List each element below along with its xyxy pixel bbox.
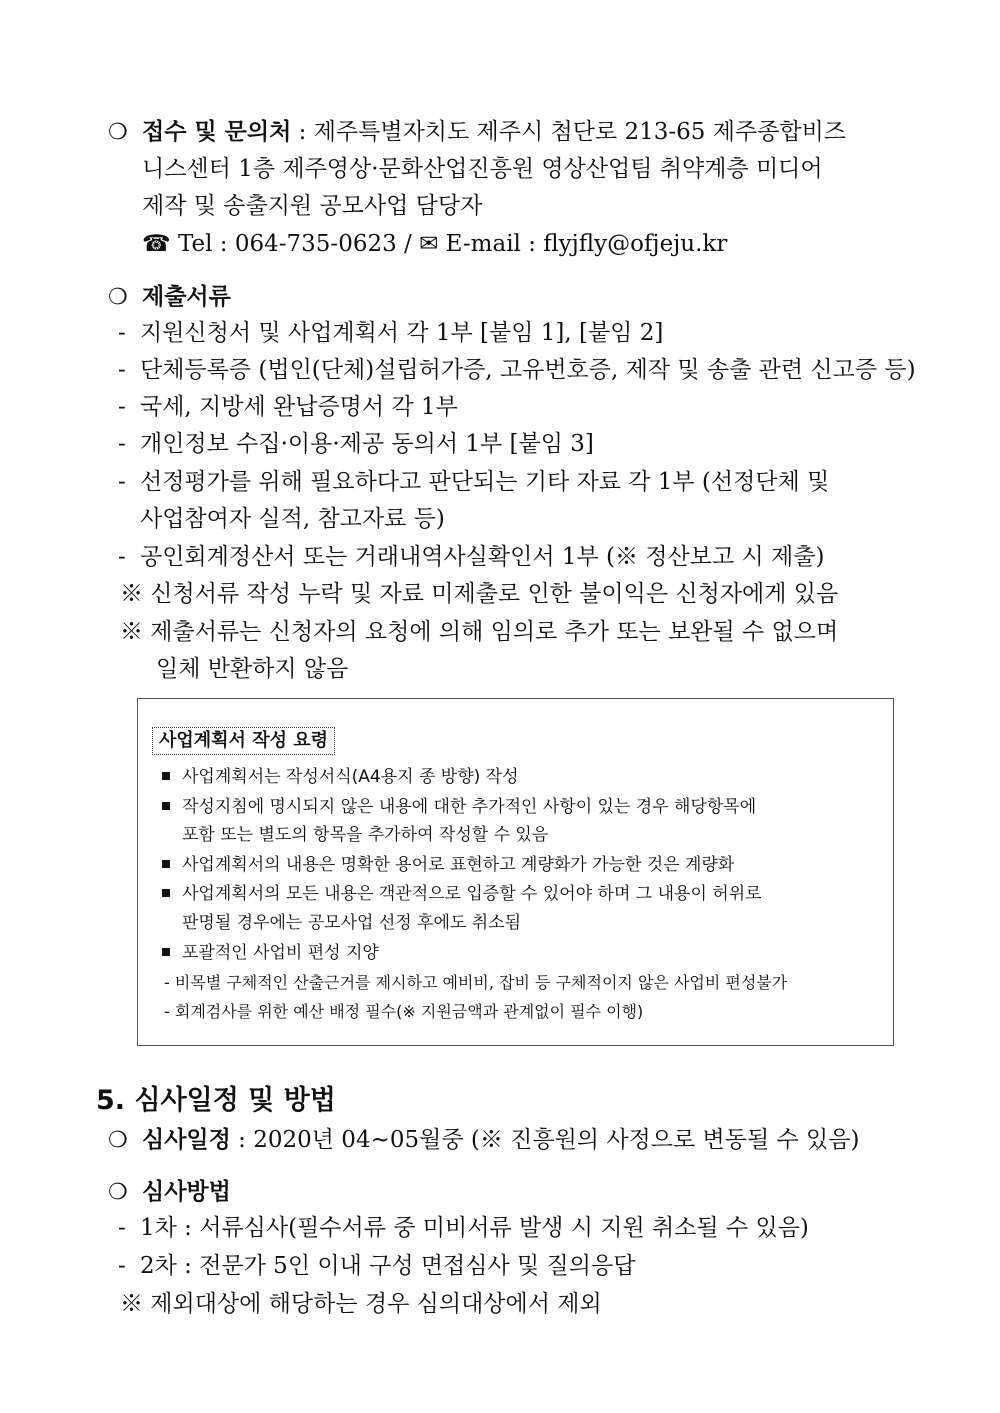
method-heading <box>108 1177 231 1208</box>
plan-guideline-item: 작성지침에 명시되지 않은 내용에 대한 추가적인 사항이 있는 경우 해당항목에 <box>162 795 756 819</box>
contact-heading-line <box>108 117 846 148</box>
method-item: - 2차 : 전문가 5인 이내 구성 면접심사 및 질의응답 <box>118 1253 636 1279</box>
dash-icon: - <box>118 1215 126 1241</box>
dash-icon: - <box>118 320 126 346</box>
method-item: - 1차 : 서류심사(필수서류 중 미비서류 발생 시 지원 취소될 수 있음) <box>118 1215 809 1241</box>
schedule-text: : 2020년 04~05월중 (※ 진흥원의 사정으로 변동될 수 있음) <box>230 1127 860 1153</box>
schedule-label: 심사일정 <box>142 1127 231 1153</box>
document-item: - 국세, 지방세 완납증명서 각 1부 <box>118 394 458 420</box>
circle-bullet-icon: ❍ <box>108 1180 128 1205</box>
schedule-line <box>108 1125 859 1156</box>
dash-icon: - <box>118 544 126 570</box>
contact-line2: 니스센터 1층 제주영상·문화산업진흥원 영상산업팀 취약계층 미디어 <box>142 156 823 182</box>
documents-note: ※ 제출서류는 신청자의 요청에 의해 임의로 추가 또는 보완될 수 없으며 <box>120 619 839 645</box>
document-item: - 지원신청서 및 사업계획서 각 1부 [붙임 1], [붙임 2] <box>118 320 664 346</box>
plan-guideline-item: 사업계획서는 작성서식(A4용지 종 방향) 작성 <box>162 765 519 789</box>
circle-bullet-icon: ❍ <box>108 120 128 145</box>
contact-tel-email: ☎ Tel : 064-735-0623 / ✉ E-mail : flyjfly@ofjeju.kr <box>142 231 728 257</box>
square-bullet-icon <box>162 802 170 810</box>
square-bullet-icon <box>162 772 170 780</box>
document-item: - 단체등록증 (법인(단체)설립허가증, 고유번호증, 제작 및 송출 관련 신고증 등) <box>118 357 916 383</box>
plan-guidelines-box <box>137 698 894 1046</box>
dash-icon: - <box>118 394 126 420</box>
plan-guideline-item: 포괄적인 사업비 편성 지양 <box>162 941 379 965</box>
plan-guideline-item: 사업계획서의 내용은 명확한 용어로 표현하고 계량화가 가능한 것은 계량화 <box>162 853 734 877</box>
method-note: ※ 제외대상에 해당하는 경우 심의대상에서 제외 <box>120 1291 602 1317</box>
plan-box-title: 사업계획서 작성 요령 <box>152 727 335 755</box>
dash-icon: - <box>118 357 126 383</box>
dash-icon: - <box>118 469 126 495</box>
circle-bullet-icon: ❍ <box>108 285 128 310</box>
method-label: 심사방법 <box>142 1179 231 1205</box>
document-item: - 선정평가를 위해 필요하다고 판단되는 기타 자료 각 1부 (선정단체 및 <box>118 469 830 495</box>
document-item: - 공인회계정산서 또는 거래내역사실확인서 1부 (※ 정산보고 시 제출) <box>118 544 825 570</box>
plan-guideline-item: 사업계획서의 모든 내용은 객관적으로 입증할 수 있어야 하며 그 내용이 허위로 <box>162 882 762 906</box>
contact-line1: : 제주특별자치도 제주시 첨단로 213-65 제주종합비즈 <box>291 119 847 145</box>
plan-guideline-subitem: - 비목별 구체적인 산출근거를 제시하고 예비비, 잡비 등 구체적이지 않은 사업비 편성불가 <box>164 973 788 992</box>
dash-icon: - <box>118 431 126 457</box>
square-bullet-icon <box>162 889 170 897</box>
square-bullet-icon <box>162 948 170 956</box>
document-item: - 개인정보 수집·이용·제공 동의서 1부 [붙임 3] <box>118 431 594 457</box>
documents-note: ※ 신청서류 작성 누락 및 자료 미제출로 인한 불이익은 신청자에게 있음 <box>120 581 839 607</box>
dash-icon: - <box>118 1253 126 1279</box>
circle-bullet-icon: ❍ <box>108 1128 128 1153</box>
documents-heading <box>108 282 231 313</box>
section-5-title: 5. 심사일정 및 방법 <box>96 1085 336 1116</box>
plan-guideline-item-continued: 판명될 경우에는 공모사업 선정 후에도 취소됨 <box>182 913 522 933</box>
plan-guideline-subitem: - 회계검사를 위한 예산 배정 필수(※ 지원금액과 관계없이 필수 이행) <box>164 1002 644 1021</box>
contact-label: 접수 및 문의처 <box>142 119 292 145</box>
square-bullet-icon <box>162 860 170 868</box>
document-item-continued: 사업참여자 실적, 참고자료 등) <box>140 506 445 532</box>
documents-label: 제출서류 <box>142 284 231 310</box>
contact-line3: 제작 및 송출지원 공모사업 담당자 <box>142 193 483 219</box>
documents-note-continued: 일체 반환하지 않음 <box>156 656 349 682</box>
plan-guideline-item-continued: 포함 또는 별도의 항목을 추가하여 작성할 수 있음 <box>182 825 549 845</box>
